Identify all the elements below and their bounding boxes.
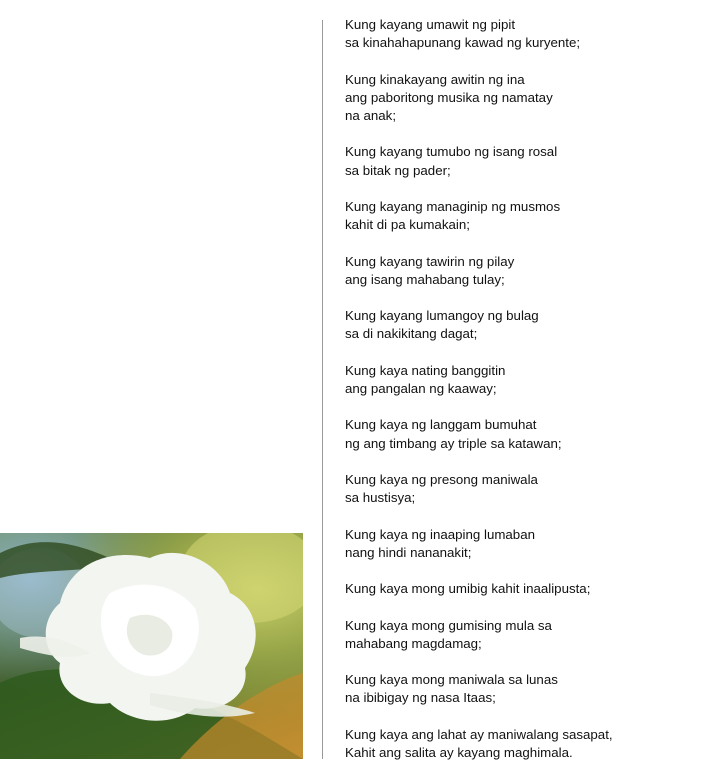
poem-line: Kung kaya ng inaaping lumaban: [345, 526, 535, 542]
poem-line: Kung kaya nating banggitin: [345, 362, 506, 378]
poem-line: mahabang magdamag;: [345, 635, 482, 651]
poem-stanza: [345, 143, 695, 179]
poem-stanza: [345, 580, 695, 598]
poem-line: kahit di pa kumakain;: [345, 217, 470, 233]
poem-line: sa di nakikitang dagat;: [345, 326, 478, 342]
poem-line: Kung kayang managinip ng musmos: [345, 198, 561, 214]
vertical-divider: [322, 20, 323, 759]
poem-line: nang hindi nananakit;: [345, 544, 472, 560]
poem-text: [345, 16, 695, 780]
poem-stanza: [345, 16, 695, 52]
poem-line: Kung kaya mong gumising mula sa: [345, 617, 552, 633]
poem-line: Kung kayang lumangoy ng bulag: [345, 308, 539, 324]
poem-line: ng ang timbang ay triple sa katawan;: [345, 435, 562, 451]
poem-line: Kung kaya ng presong maniwala: [345, 471, 538, 487]
poem-line: Kung kaya mong umibig kahit inaalipusta;: [345, 581, 591, 597]
white-flower-photo: [0, 533, 303, 759]
poem-stanza: [345, 362, 695, 398]
poem-line: Kung kinakayang awitin ng ina: [345, 71, 525, 87]
poem-line: Kahit ang salita ay kayang maghimala.: [345, 744, 573, 760]
poem-stanza: [345, 617, 695, 653]
poem-line: sa hustisya;: [345, 490, 416, 506]
poem-line: ang isang mahabang tulay;: [345, 271, 505, 287]
poem-stanza: [345, 726, 695, 762]
poem-stanza: [345, 198, 695, 234]
poem-line: na anak;: [345, 108, 397, 123]
poem-stanza: [345, 416, 695, 452]
poem-stanza: [345, 71, 695, 126]
poem-line: sa kinahahapunang kawad ng kuryente;: [345, 35, 581, 51]
poem-line: Kung kaya ang lahat ay maniwalang sasapat,: [345, 726, 613, 742]
poem-line: sa bitak ng pader;: [345, 162, 451, 178]
poem-stanza: [345, 526, 695, 562]
poem-line: na ibibigay ng nasa Itaas;: [345, 690, 496, 706]
poem-stanza: [345, 307, 695, 343]
poem-line: ang pangalan ng kaaway;: [345, 380, 497, 396]
poem-line: Kung kaya mong maniwala sa lunas: [345, 672, 558, 688]
poem-stanza: [345, 253, 695, 289]
poem-line: Kung kayang umawit ng pipit: [345, 17, 516, 32]
poem-stanza: [345, 671, 695, 707]
poem-line: Kung kayang tumubo ng isang rosal: [345, 144, 558, 160]
poem-line: Kung kayang tawirin ng pilay: [345, 253, 515, 269]
poem-line: ang paboritong musika ng namatay: [345, 89, 553, 105]
poem-stanza: [345, 471, 695, 507]
poem-line: Kung kaya ng langgam bumuhat: [345, 417, 537, 433]
